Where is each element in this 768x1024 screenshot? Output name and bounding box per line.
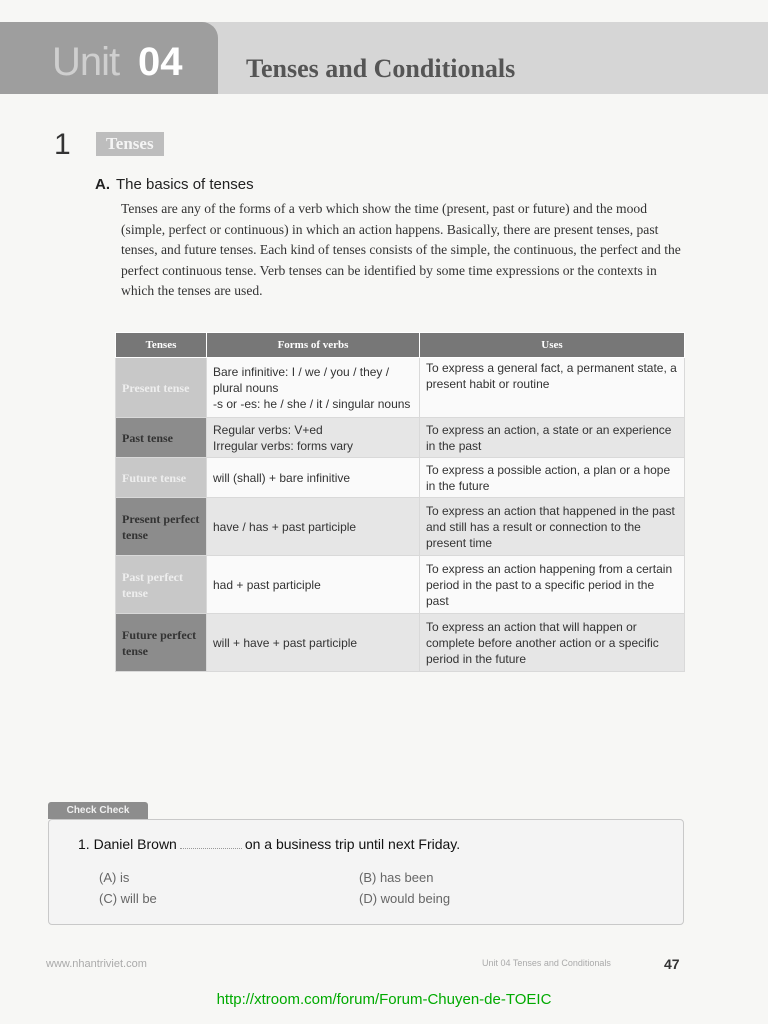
table-row [116, 614, 685, 672]
tense-use: To express an action happening from a certain period in the past to a specific period in the past [420, 556, 685, 614]
header-forms: Forms of verbs [207, 333, 420, 358]
tense-name: Future tense [116, 458, 207, 498]
header-uses: Uses [420, 333, 685, 358]
section-label: Tenses [96, 132, 164, 156]
tense-name: Past tense [116, 418, 207, 458]
option-b: (B) has been [359, 870, 434, 885]
question-number: 1. [78, 836, 90, 852]
unit-title: Tenses and Conditionals [246, 54, 516, 83]
section-number: 1 [54, 128, 71, 161]
option-a: (A) is [99, 870, 130, 885]
question-before-blank: Daniel Brown [93, 836, 177, 852]
table-row [116, 458, 685, 498]
header-tenses: Tenses [116, 333, 207, 358]
subsection-heading [95, 176, 254, 193]
footer-running-head: Unit 04 Tenses and Conditionals [482, 958, 611, 968]
tense-form: will + have + past participle [207, 614, 420, 672]
check-check-tab: Check Check [48, 802, 148, 819]
intro-paragraph: Tenses are any of the forms of a verb which show the time (present, past or future) and the mood (simple, perfect or continuous) in which an action happens. Basically, there are present tenses, past tenses, and future tenses. Each kind of tenses consists of the simple, the continuous, the perfect and the perfect continuous tense. Verb tenses can be identified by some time expressions or the contexts in which the tenses are used. [121, 201, 681, 299]
question [78, 836, 460, 852]
tense-use: To express a general fact, a permanent state, a present habit or routine [420, 358, 685, 418]
tenses-table [115, 332, 685, 672]
tense-use: To express an action, a state or an experience in the past [420, 418, 685, 458]
table-row [116, 498, 685, 556]
tense-name: Future perfect tense [116, 614, 207, 672]
footer-url: www.nhantriviet.com [46, 958, 147, 970]
tense-name: Present perfect tense [116, 498, 207, 556]
tense-form: Bare infinitive: I / we / you / they / plural nouns -s or -es: he / she / it / singular nouns [207, 358, 420, 418]
tense-use: To express an action that happened in the past and still has a result or connection to the present time [420, 498, 685, 556]
question-blank [180, 848, 242, 849]
tense-use: To express an action that will happen or complete before another action or a specific period in the future [420, 614, 685, 672]
option-c: (C) will be [99, 891, 157, 906]
subsection-title: The basics of tenses [116, 176, 254, 193]
tense-use: To express a possible action, a plan or a hope in the future [420, 458, 685, 498]
table-row [116, 556, 685, 614]
tense-name: Past perfect tense [116, 556, 207, 614]
tense-form: have / has + past participle [207, 498, 420, 556]
table-row [116, 418, 685, 458]
page-number: 47 [664, 956, 680, 972]
table-row [116, 358, 685, 418]
unit-number: 04 [138, 40, 183, 84]
unit-word: Unit [52, 40, 120, 84]
tense-form: had + past participle [207, 556, 420, 614]
subsection-letter: A. [95, 176, 110, 193]
table-header-row [116, 333, 685, 358]
question-after-blank: on a business trip until next Friday. [244, 836, 461, 852]
tense-form: Regular verbs: V+ed Irregular verbs: forms vary [207, 418, 420, 458]
source-link[interactable]: http://xtroom.com/forum/Forum-Chuyen-de-TOEIC [216, 991, 552, 1008]
option-d: (D) would being [359, 891, 451, 906]
tense-form: will (shall) + bare infinitive [207, 458, 420, 498]
tense-name: Present tense [116, 358, 207, 418]
